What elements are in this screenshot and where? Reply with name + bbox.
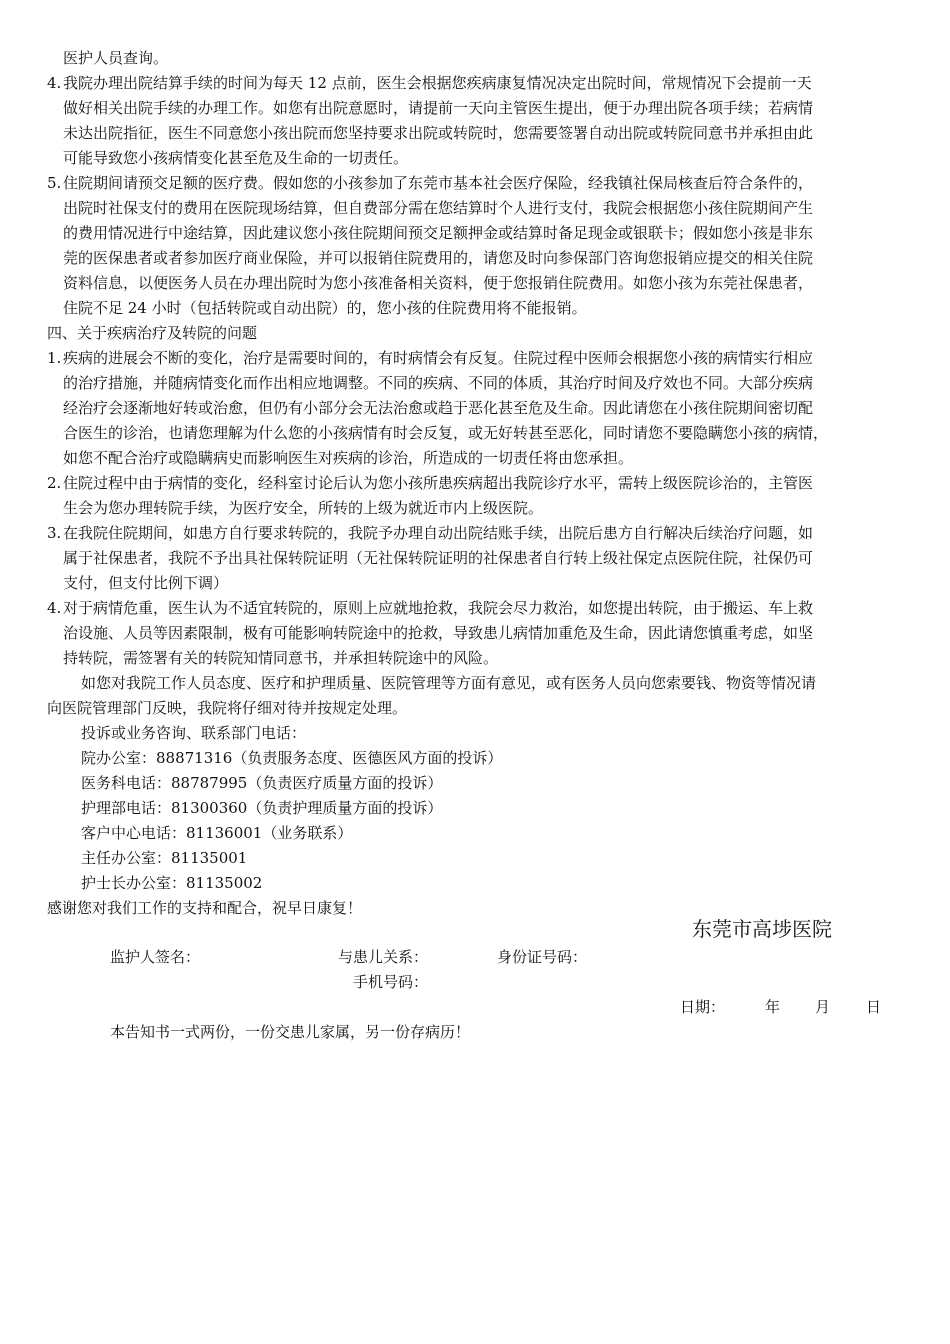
date-year: 年 bbox=[765, 998, 781, 1016]
contact-item: 主任办公室：81135001 bbox=[81, 849, 248, 867]
text-line: 住院期间请预交足额的医疗费。假如您的小孩参加了东莞市基本社会医疗保险，经我镇社保局核查后符合条件的， bbox=[63, 174, 814, 192]
list-number: 5. bbox=[47, 174, 62, 192]
list-number: 3. bbox=[47, 524, 62, 542]
text-line: 莞的医保患者或者参加医疗商业保险，并可以报销住院费用的，请您及时向参保部门咨询您报销应提交的相关住院 bbox=[63, 249, 814, 267]
contact-item: 护士长办公室：81135002 bbox=[81, 874, 263, 892]
contact-item: 客户中心电话：81136001（业务联系） bbox=[81, 824, 353, 842]
text-line: 向医院管理部门反映，我院将仔细对待并按规定处理。 bbox=[47, 699, 408, 717]
contact-item: 医务科电话：88787995（负责医疗质量方面的投诉） bbox=[81, 774, 443, 792]
text-line: 的费用情况进行中途结算，因此建议您小孩住院期间预交足额押金或结算时备足现金或银联卡；假如您小孩是非东 bbox=[63, 224, 814, 242]
guardian-signature-label: 监护人签名： bbox=[110, 948, 201, 966]
text-line: 医护人员查询。 bbox=[63, 49, 169, 67]
phone-label: 手机号码： bbox=[353, 973, 429, 991]
text-line: 疾病的进展会不断的变化，治疗是需要时间的，有时病情会有反复。住院过程中医师会根据您小孩的病情实行相应 bbox=[63, 349, 814, 367]
text-line: 住院不足 24 小时（包括转院或自动出院）的，您小孩的住院费用将不能报销。 bbox=[63, 299, 587, 317]
relation-label: 与患儿关系： bbox=[338, 948, 429, 966]
text-line: 经治疗会逐渐地好转或治愈，但仍有小部分会无法治愈或趋于恶化甚至危及生命。因此请您在小孩住院期间密切配 bbox=[63, 399, 814, 417]
list-number: 1. bbox=[47, 349, 62, 367]
date-day: 日 bbox=[866, 998, 882, 1016]
text-line: 生会为您办理转院手续，为医疗安全，所转的上级为就近市内上级医院。 bbox=[63, 499, 544, 517]
text-line: 住院过程中由于病情的变化，经科室讨论后认为您小孩所患疾病超出我院诊疗水平，需转上级医院诊治的，主管医 bbox=[63, 474, 814, 492]
text-line: 出院时社保支付的费用在医院现场结算，但自费部分需在您结算时个人进行支付，我院会根据您小孩住院期间产生 bbox=[63, 199, 814, 217]
text-line: 我院办理出院结算手续的时间为每天 12 点前，医生会根据您疾病康复情况决定出院时间，常规情况下会提前一天 bbox=[63, 74, 812, 92]
text-line: 治设施、人员等因素限制，极有可能影响转院途中的抢救，导致患儿病情加重危及生命，因此请您慎重考虑，如坚 bbox=[63, 624, 814, 642]
text-line: 如您不配合治疗或隐瞒病史而影响医生对疾病的诊治，所造成的一切责任将由您承担。 bbox=[63, 449, 634, 467]
closing-text: 感谢您对我们工作的支持和配合，祝早日康复！ bbox=[47, 899, 363, 917]
text-line: 做好相关出院手续的办理工作。如您有出院意愿时，请提前一天向主管医生提出，便于办理出院各项手续；若病情 bbox=[63, 99, 814, 117]
footnote: 本告知书一式两份，一份交患儿家属，另一份存病历！ bbox=[110, 1023, 471, 1041]
hospital-name: 东莞市高埗医院 bbox=[692, 917, 832, 941]
date-month: 月 bbox=[815, 998, 831, 1016]
text-line: 持转院，需签署有关的转院知情同意书，并承担转院途中的风险。 bbox=[63, 649, 499, 667]
text-line: 如您对我院工作人员态度、医疗和护理质量、医院管理等方面有意见，或有医务人员向您索要钱、物资等情况请 bbox=[81, 674, 817, 692]
text-line: 合医生的诊治，也请您理解为什么您的小孩病情有时会反复，或无好转甚至恶化，同时请您不要隐瞒您小孩的病情， bbox=[63, 424, 829, 442]
section-title: 四、关于疾病治疗及转院的问题 bbox=[47, 324, 258, 342]
contacts-heading: 投诉或业务咨询、联系部门电话： bbox=[81, 724, 307, 742]
text-line: 支付，但支付比例下调） bbox=[63, 574, 229, 592]
text-line: 资料信息，以便医务人员在办理出院时为您小孩准备相关资料，便于您报销住院费用。如您小孩为东莞社保患者， bbox=[63, 274, 814, 292]
text-line: 的治疗措施，并随病情变化而作出相应地调整。不同的疾病、不同的体质，其治疗时间及疗效也不同。大部分疾病 bbox=[63, 374, 814, 392]
contact-item: 院办公室：88871316（负责服务态度、医德医风方面的投诉） bbox=[81, 749, 503, 767]
contact-item: 护理部电话：81300360（负责护理质量方面的投诉） bbox=[81, 799, 443, 817]
text-line: 未达出院指征，医生不同意您小孩出院而您坚持要求出院或转院时，您需要签署自动出院或转院同意书并承担由此 bbox=[63, 124, 814, 142]
list-number: 4. bbox=[47, 599, 62, 617]
list-number: 2. bbox=[47, 474, 62, 492]
text-line: 对于病情危重，医生认为不适宜转院的，原则上应就地抢救，我院会尽力救治，如您提出转院，由于搬运、车上救 bbox=[63, 599, 814, 617]
id-number-label: 身份证号码： bbox=[497, 948, 588, 966]
list-number: 4. bbox=[47, 74, 62, 92]
text-line: 可能导致您小孩病情变化甚至危及生命的一切责任。 bbox=[63, 149, 409, 167]
date-label: 日期： bbox=[680, 998, 726, 1016]
text-line: 属于社保患者，我院不予出具社保转院证明（无社保转院证明的社保患者自行转上级社保定点医院住院，社保仍可 bbox=[63, 549, 814, 567]
text-line: 在我院住院期间，如患方自行要求转院的，我院予办理自动出院结账手续，出院后患方自行解决后续治疗问题，如 bbox=[63, 524, 814, 542]
